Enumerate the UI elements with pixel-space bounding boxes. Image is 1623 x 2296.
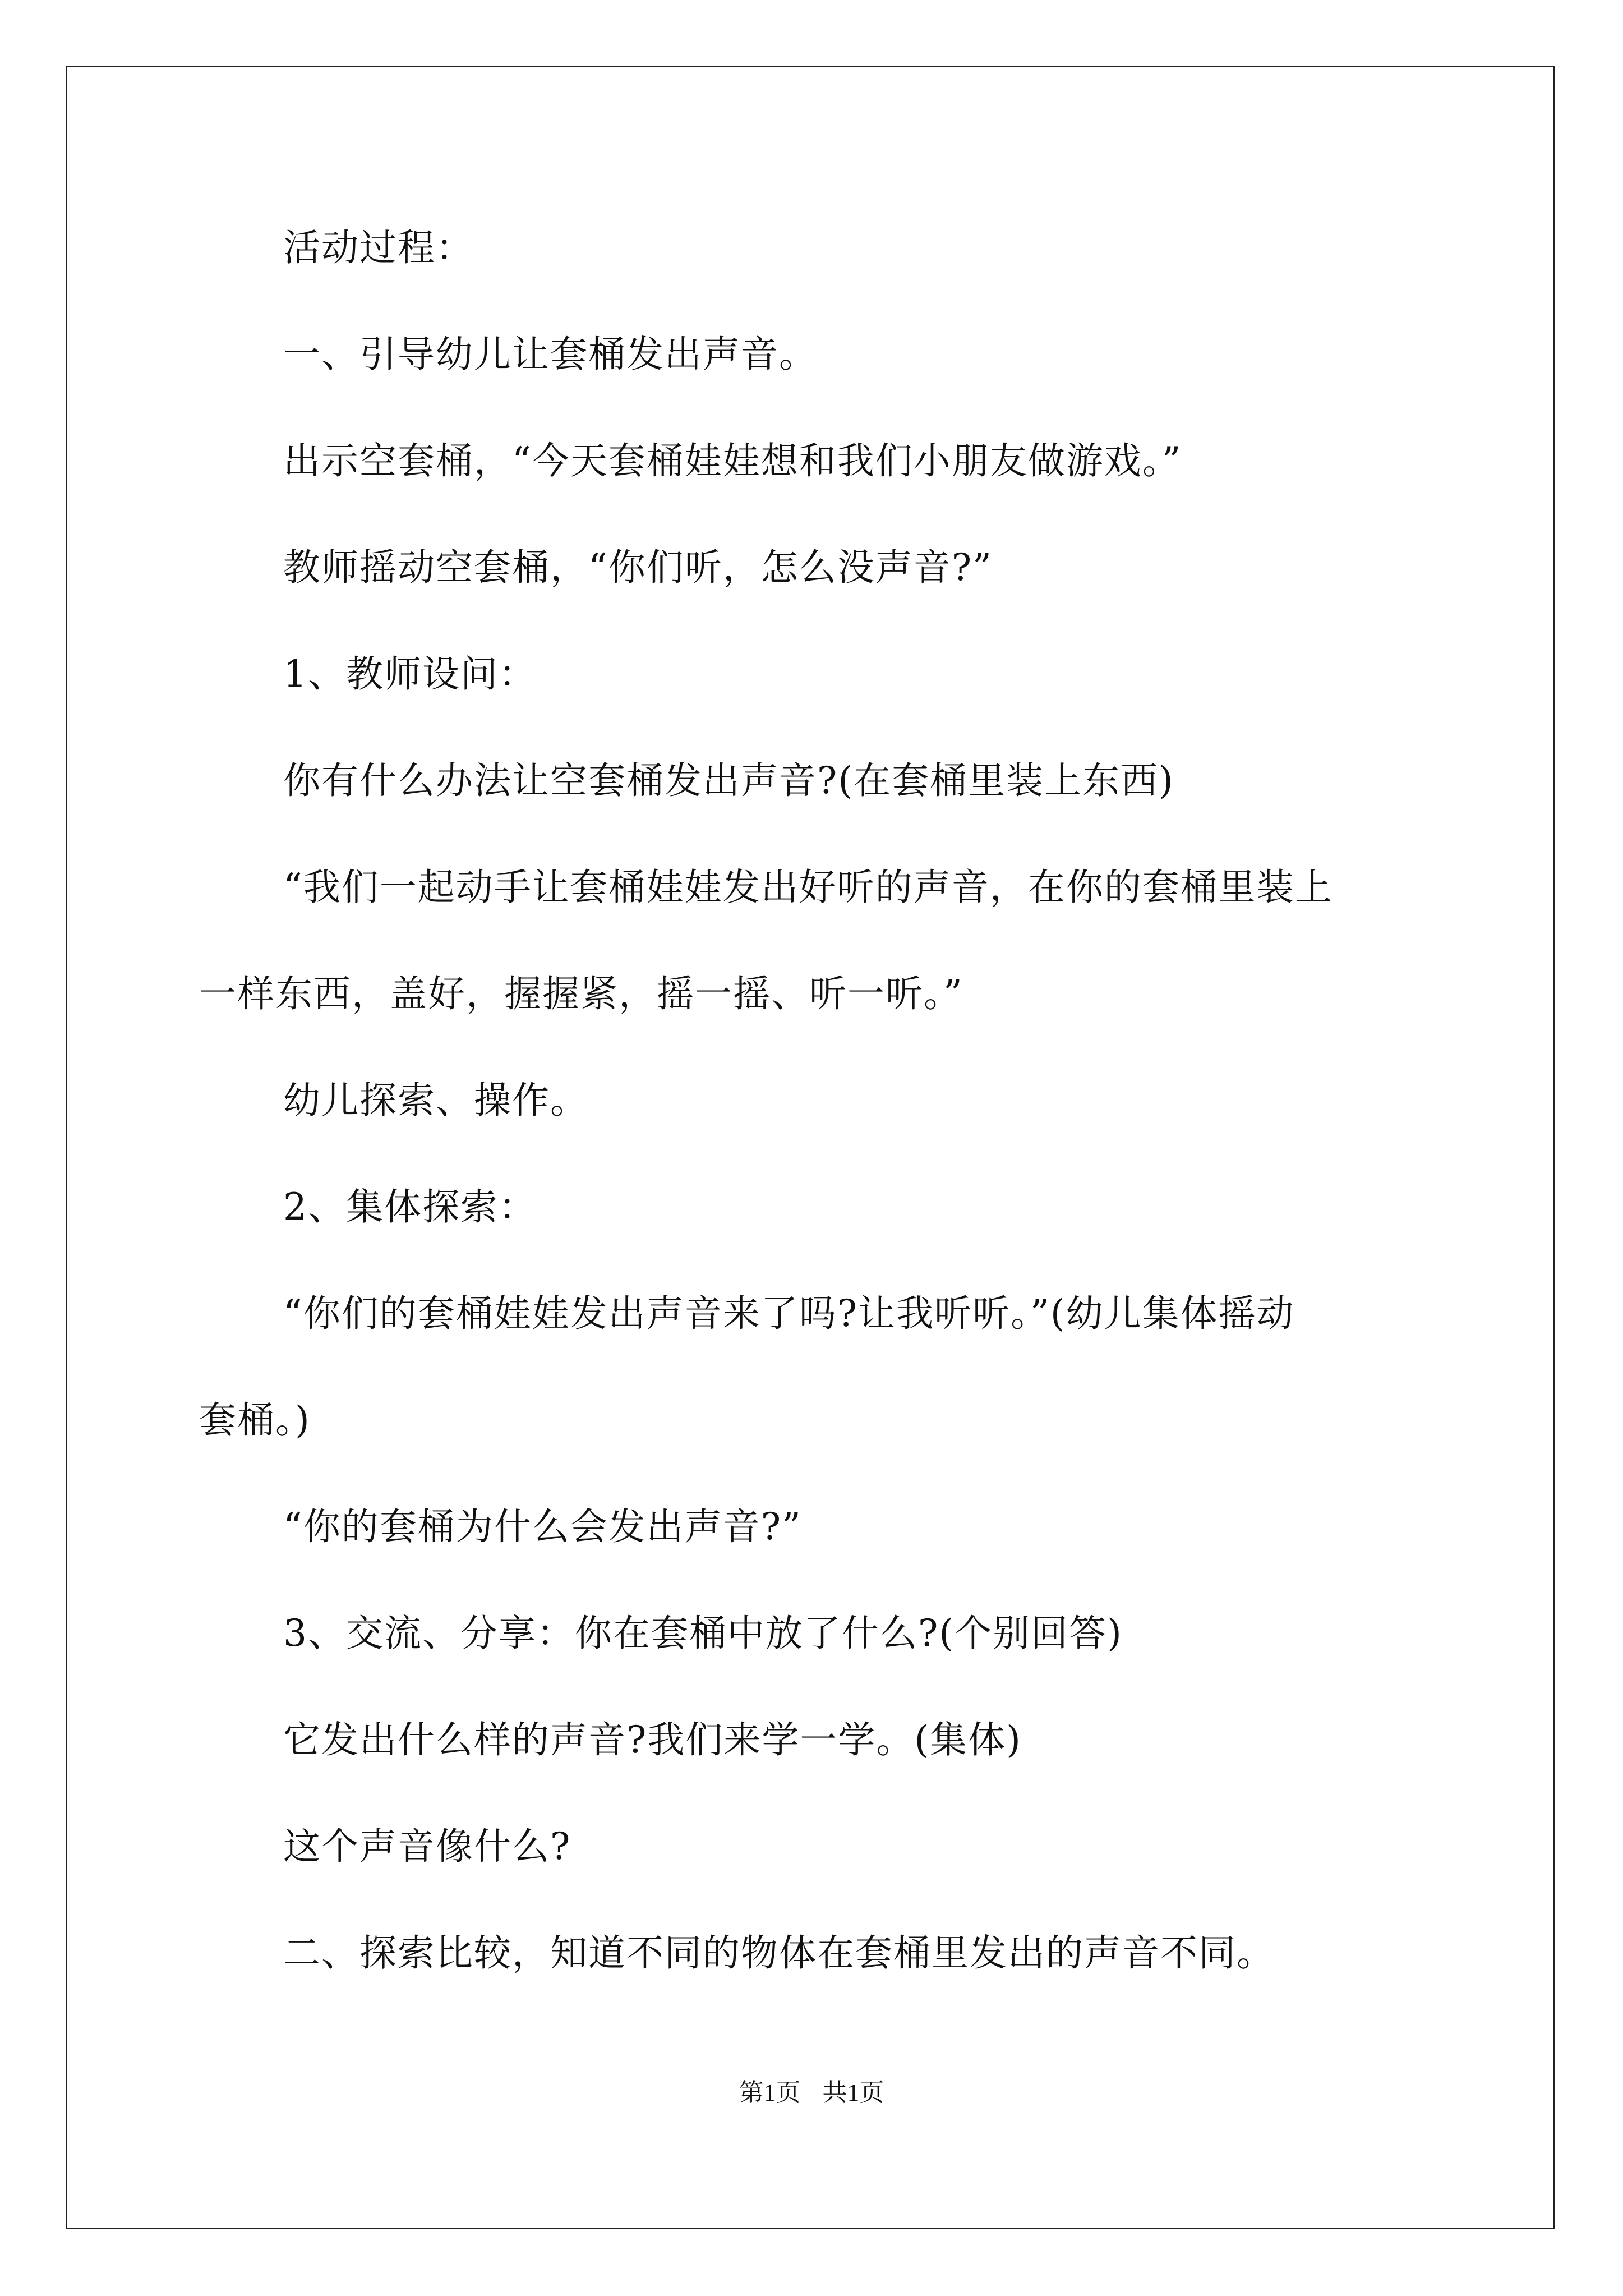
paragraph-line: 3、交流、分享：你在套桶中放了什么?(个别回答) — [283, 1612, 1123, 1655]
paragraph-line: 1、教师设问： — [283, 652, 537, 696]
paragraph-line: 它发出什么样的声音?我们来学一学。(集体) — [283, 1718, 1022, 1761]
paragraph-line: “你们的套桶娃娃发出声音来了吗?让我听听。”(幼儿集体摇动 — [283, 1292, 1295, 1335]
paragraph-line: 2、集体探索： — [283, 1185, 537, 1228]
paragraph-line: 幼儿探索、操作。 — [283, 1079, 588, 1122]
paragraph-line: 你有什么办法让空套桶发出声音?(在套桶里装上东西) — [283, 759, 1174, 802]
paragraph-line: “我们一起动手让套桶娃娃发出好听的声音，在你的套桶里装上 — [283, 866, 1333, 909]
paragraph-line: 教师摇动空套桶，“你们听，怎么没声音?” — [283, 546, 993, 589]
paragraph-line: 出示空套桶，“今天套桶娃娃想和我们小朋友做游戏。” — [283, 439, 1182, 482]
paragraph-line: 二、探索比较，知道不同的物体在套桶里发出的声音不同。 — [283, 1931, 1275, 1975]
page-total: 共1页 — [822, 2079, 884, 2106]
page-number: 第1页 — [739, 2079, 801, 2106]
page-border — [66, 66, 1555, 2229]
page-footer — [0, 2077, 1623, 2109]
paragraph-line: 一样东西，盖好，握握紧，摇一摇、听一听。” — [199, 972, 963, 1015]
paragraph-line: 活动过程： — [283, 226, 474, 269]
paragraph-line: 套桶。) — [199, 1398, 311, 1442]
paragraph-line: 一、引导幼儿让套桶发出声音。 — [283, 333, 817, 376]
paragraph-line: 这个声音像什么? — [283, 1825, 571, 1868]
paragraph-line: “你的套桶为什么会发出声音?” — [283, 1505, 802, 1548]
